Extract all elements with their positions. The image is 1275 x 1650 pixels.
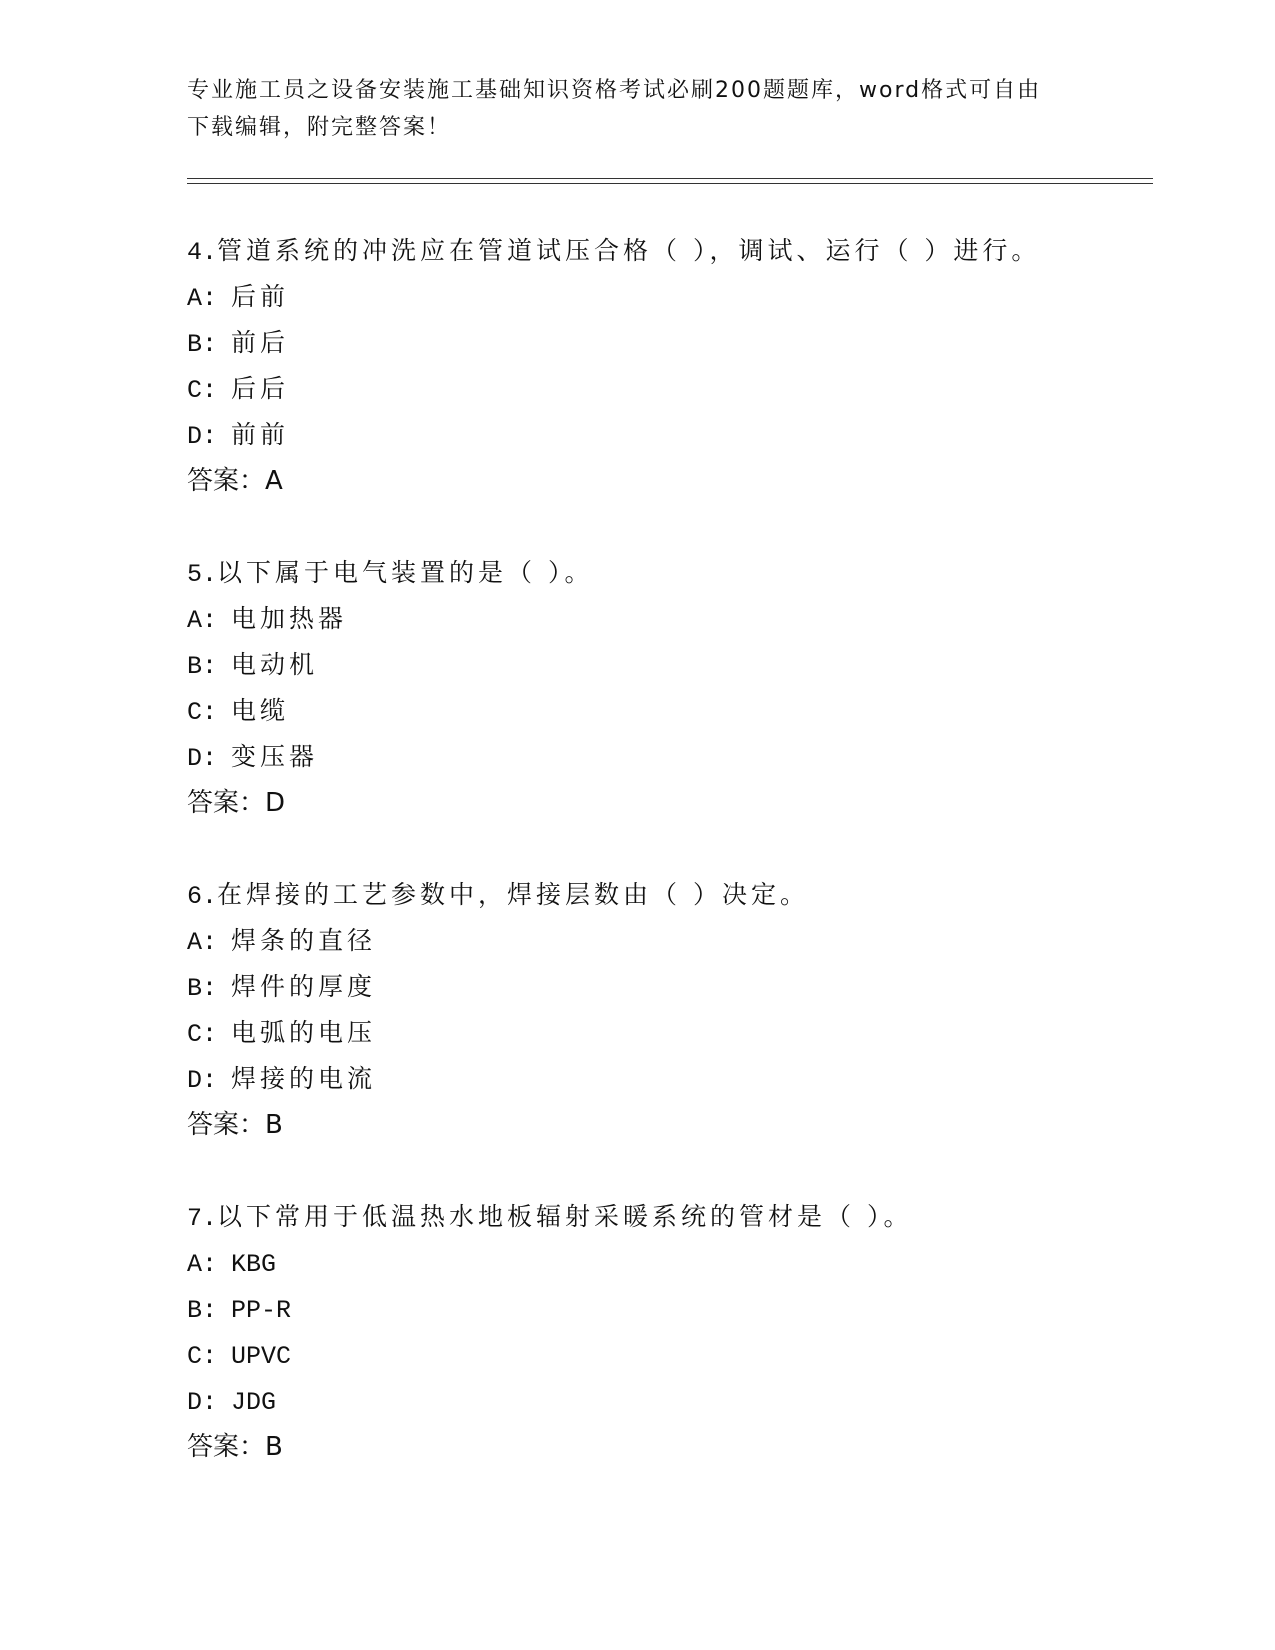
- answer-line: 答案：B: [187, 1110, 283, 1140]
- answer-line: 答案：D: [187, 788, 286, 818]
- option-value: KBG: [231, 1250, 277, 1279]
- option-key: C:: [187, 1020, 218, 1049]
- option-key: B:: [187, 974, 218, 1003]
- header-line-2: 下载编辑，附完整答案！: [187, 115, 452, 140]
- option-c: [187, 366, 1147, 412]
- option-key: D:: [187, 422, 218, 451]
- question-stem: 以下常用于低温热水地板辐射采暖系统的管材是（ ）。: [217, 1202, 913, 1231]
- question-number: 7.: [187, 1204, 218, 1233]
- question-number: 4.: [187, 238, 218, 267]
- option-b: [187, 642, 1147, 688]
- question-block: [187, 228, 1147, 504]
- question-text: [187, 872, 1147, 918]
- option-c: [187, 1332, 1147, 1378]
- question-number: 5.: [187, 560, 218, 589]
- option-key: D:: [187, 744, 218, 773]
- option-d: [187, 412, 1147, 458]
- option-key: A:: [187, 1250, 218, 1279]
- option-value: 电动机: [231, 650, 319, 679]
- option-key: B:: [187, 652, 218, 681]
- option-value: PP-R: [231, 1296, 292, 1325]
- option-value: 电弧的电压: [231, 1018, 377, 1047]
- option-key: B:: [187, 330, 218, 359]
- question-text: [187, 550, 1147, 596]
- question-text: [187, 1194, 1147, 1240]
- option-key: A:: [187, 606, 218, 635]
- option-a: [187, 918, 1147, 964]
- option-b: [187, 964, 1147, 1010]
- question-stem: 管道系统的冲洗应在管道试压合格（ ），调试、运行（ ）进行。: [217, 236, 1041, 265]
- question-number: 6.: [187, 882, 218, 911]
- question-stem: 以下属于电气装置的是（ ）。: [217, 558, 594, 587]
- option-key: D:: [187, 1066, 218, 1095]
- option-d: [187, 1378, 1147, 1424]
- option-value: 焊件的厚度: [231, 972, 377, 1001]
- option-key: D:: [187, 1388, 218, 1417]
- option-value: 变压器: [231, 742, 319, 771]
- question-block: [187, 550, 1147, 826]
- option-d: [187, 734, 1147, 780]
- option-value: 电缆: [231, 696, 290, 725]
- option-a: [187, 1240, 1147, 1286]
- option-b: [187, 1286, 1147, 1332]
- header-divider-bottom: [187, 183, 1153, 184]
- option-d: [187, 1056, 1147, 1102]
- option-key: A:: [187, 284, 218, 313]
- option-key: B:: [187, 1296, 218, 1325]
- option-value: 前前: [231, 420, 290, 449]
- option-value: 焊接的电流: [231, 1064, 377, 1093]
- option-a: [187, 274, 1147, 320]
- option-value: JDG: [231, 1388, 277, 1417]
- option-key: C:: [187, 376, 218, 405]
- option-value: 焊条的直径: [231, 926, 377, 955]
- header-line-1: 专业施工员之设备安装施工基础知识资格考试必刷200题题库，word格式可自由: [187, 78, 1042, 103]
- option-a: [187, 596, 1147, 642]
- document-header: [187, 72, 1087, 146]
- header-divider-top: [187, 178, 1153, 179]
- option-key: A:: [187, 928, 218, 957]
- option-value: 后前: [231, 282, 290, 311]
- answer-line: 答案：B: [187, 1432, 283, 1462]
- option-c: [187, 688, 1147, 734]
- option-c: [187, 1010, 1147, 1056]
- question-block: [187, 872, 1147, 1148]
- question-block: [187, 1194, 1147, 1470]
- question-stem: 在焊接的工艺参数中，焊接层数由（ ）决定。: [217, 880, 809, 909]
- option-value: 后后: [231, 374, 290, 403]
- question-text: [187, 228, 1147, 274]
- option-b: [187, 320, 1147, 366]
- answer-line: 答案：A: [187, 466, 283, 496]
- option-value: 前后: [231, 328, 290, 357]
- option-value: 电加热器: [231, 604, 348, 633]
- option-key: C:: [187, 1342, 218, 1371]
- option-value: UPVC: [231, 1342, 292, 1371]
- option-key: C:: [187, 698, 218, 727]
